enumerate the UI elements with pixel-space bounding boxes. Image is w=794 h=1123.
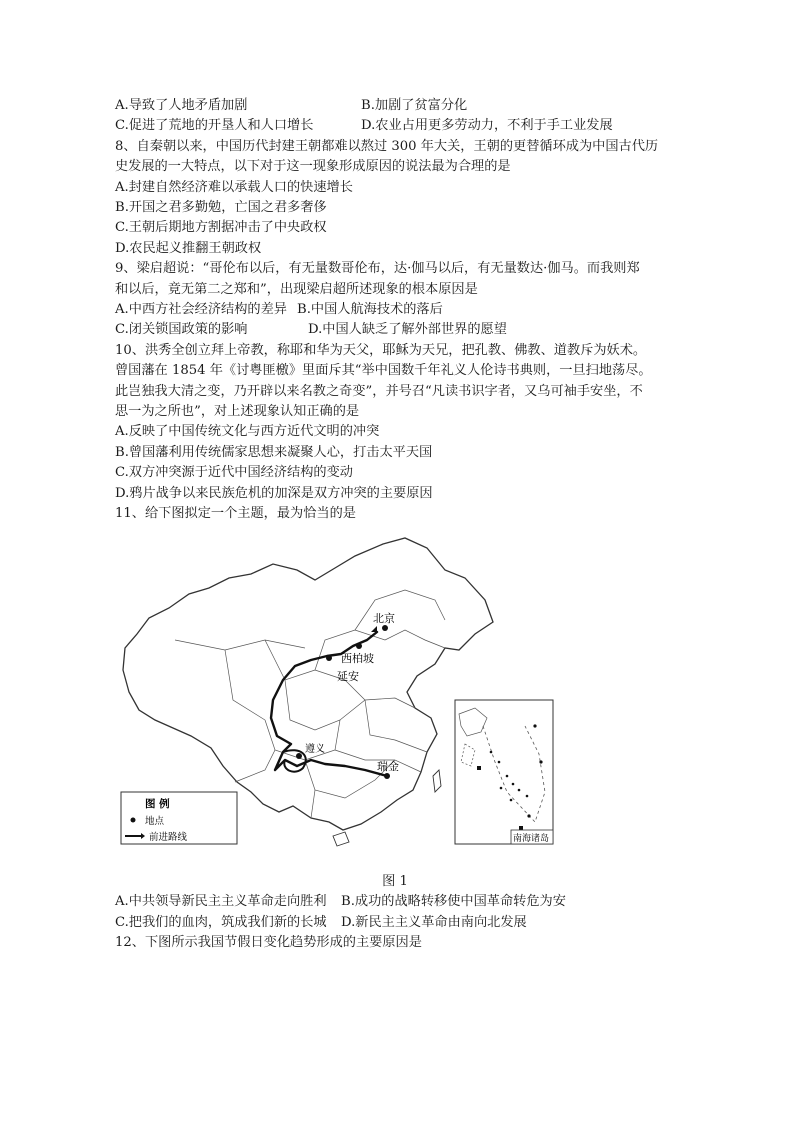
q9-options-row-1 (115, 300, 675, 320)
china-outline (123, 538, 493, 830)
q11-options-row-2 (115, 913, 675, 933)
q9-option-c: C.闭关锁国政策的影响 (115, 322, 248, 338)
q8-stem-line-2: 史发展的一大特点，以下对于这一现象形成原因的说法最为合理的是 (115, 159, 511, 175)
q9-options-row-2 (115, 320, 675, 340)
inset-label: 南海诸岛 (513, 834, 550, 845)
south-sea-inset (455, 700, 553, 844)
q7-option-c: C.促进了荒地的开垦人和人口增长 (115, 118, 314, 134)
q11-option-a: A.中共领导新民主主义革命走向胜利 (115, 894, 327, 910)
q11-option-b: B.成功的战略转移使中国革命转危为安 (341, 894, 566, 910)
label-ruijin: 瑞金 (377, 760, 399, 774)
q9-stem-line-2: 和以后，竟无第二之郑和”，出现梁启超所述现象的根本原因是 (115, 281, 478, 297)
q7-options-row-2 (115, 116, 675, 136)
china-map-svg (115, 530, 675, 870)
q9-stem-line-1: 9、梁启超说：“哥伦布以后，有无量数哥伦布，达·伽马以后，有无量数达·伽马。而我则郑 (115, 261, 640, 277)
legend-route-label: 前进路线 (149, 832, 188, 844)
q11-option-c: C.把我们的血肉，筑成我们新的长城 (115, 914, 327, 930)
q12-stem: 12、下图所示我国节假日变化趋势形成的主要原因是 (115, 935, 422, 951)
q10-option-b: B.曾国藩利用传统儒家思想来凝聚人心，打击太平天国 (115, 444, 433, 460)
hainan-island (333, 832, 349, 846)
map-legend (121, 792, 237, 844)
label-xibaipo: 西柏坡 (341, 652, 374, 666)
point-beijing (382, 625, 388, 631)
point-ruijin (384, 773, 390, 779)
china-map-figure (115, 530, 675, 870)
q7-option-d: D.农业占用更多劳动力，不利于手工业发展 (361, 118, 613, 134)
taiwan-island (433, 770, 441, 792)
legend-title: 图 例 (145, 798, 170, 811)
q11-stem: 11、给下图拟定一个主题，最为恰当的是 (115, 506, 356, 522)
q9-option-d: D.中国人缺乏了解外部世界的愿望 (308, 322, 507, 338)
q8-option-b: B.开国之君多勤勉，亡国之君多奢侈 (115, 200, 327, 215)
province-boundaries (175, 590, 445, 818)
q8-option-d: D.农民起义推翻王朝政权 (115, 240, 262, 256)
q7-option-b: B.加剧了贫富分化 (361, 98, 468, 113)
q10-stem-line-3: 此岂独我大清之变，乃开辟以来名教之奇变”，并号召“凡读书识字者，又乌可袖手安坐，不 (115, 383, 643, 399)
q8-stem-line-1: 8、自秦朝以来，中国历代封建王朝都难以熬过 300 年大关，王朝的更替循环成为中国古代历 (115, 138, 659, 154)
q7-options-row-1 (115, 96, 675, 116)
q9-option-a: A.中西方社会经济结构的差异 (115, 302, 287, 318)
exam-page (115, 96, 675, 954)
q7-option-a: A.导致了人地矛盾加剧 (115, 98, 248, 113)
label-zunyi: 遵义 (305, 744, 325, 756)
q10-option-a: A.反映了中国传统文化与西方近代文明的冲突 (115, 424, 380, 440)
label-beijing: 北京 (373, 612, 395, 626)
point-zunyi (296, 753, 302, 759)
legend-point-icon (131, 818, 136, 823)
point-yanan (326, 655, 332, 661)
q9-option-b: B.中国人航海技术的落后 (297, 302, 443, 318)
q10-option-c: C.双方冲突源于近代中国经济结构的变动 (115, 465, 353, 481)
q8-option-a: A.封建自然经济难以承载人口的快速增长 (115, 179, 353, 195)
label-yanan: 延安 (337, 670, 359, 684)
q10-stem-line-2: 曾国藩在 1854 年《讨粤匪檄》里面斥其“举中国数千年礼义人伦诗书典则，一旦扫地荡尽。 (115, 363, 652, 379)
route-arrow (371, 626, 377, 632)
legend-point-label: 地点 (145, 816, 165, 828)
q11-option-d: D.新民主主义革命由南向北发展 (341, 914, 527, 930)
q8-option-c: C.王朝后期地方割据冲击了中央政权 (115, 220, 327, 236)
point-xibaipo (356, 643, 362, 649)
figure-caption: 图 1 (382, 874, 408, 890)
q10-stem-line-1: 10、洪秀全创立拜上帝教，称耶和华为天父，耶稣为天兄，把孔教、佛教、道教斥为妖术。 (115, 342, 647, 358)
q11-options-row-1 (115, 892, 675, 912)
q10-option-d: D.鸦片战争以来民族危机的加深是双方冲突的主要原因 (115, 485, 433, 501)
q10-stem-line-4: 思一为之所也”，对上述现象认知正确的是 (115, 404, 360, 420)
